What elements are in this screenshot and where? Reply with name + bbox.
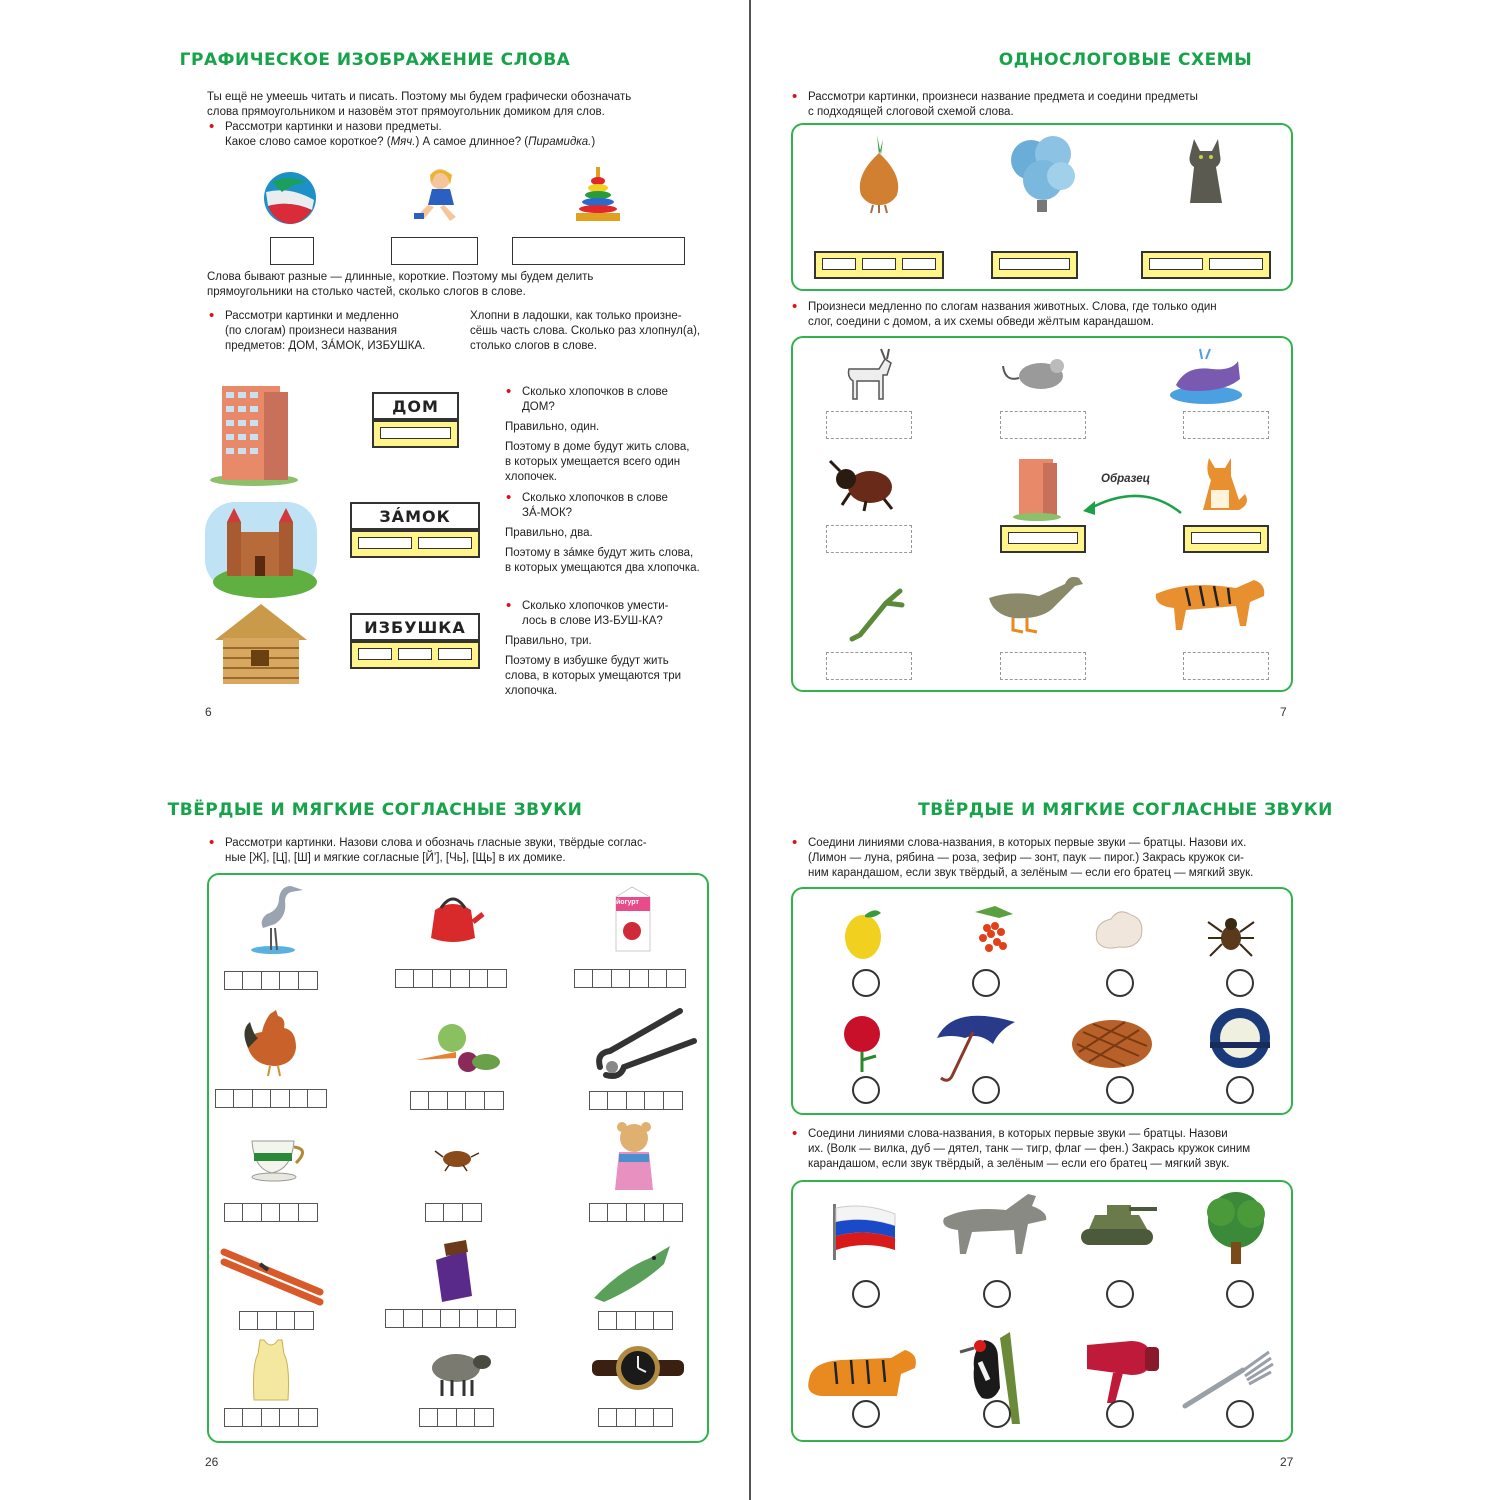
- circle-rowan[interactable]: [972, 969, 1000, 997]
- cup-icon: [248, 1133, 314, 1183]
- yogurt-label: йогурт: [616, 899, 639, 906]
- answer-box-mouse: [1000, 411, 1086, 439]
- tiger-icon: [1146, 570, 1272, 638]
- page-27: [751, 750, 1500, 1500]
- circle-hairdryer[interactable]: [1106, 1400, 1134, 1428]
- q1-line-1: • Сколько хлопочков в слове: [522, 385, 668, 400]
- circle-zephyr[interactable]: [1106, 969, 1134, 997]
- cat-icon: [1176, 133, 1236, 213]
- task2-line-3: карандашом, если звук твёрдый, а зелёным — если его братец — мягкий звук.: [808, 1158, 1230, 1170]
- task2-line-2: их. (Волк — вилка, дуб — дятел, танк — тигр, флаг — фен.) Закрась кружок синим: [808, 1143, 1251, 1155]
- rowan-icon: [969, 902, 1019, 962]
- chocolate-icon: [430, 1240, 476, 1304]
- spider-icon: [1206, 908, 1256, 964]
- page-6: [0, 0, 750, 750]
- wolf-icon: [936, 1188, 1054, 1260]
- words-text-1: Слова бывают разные — длинные, короткие. Поэтому мы будем делить: [207, 271, 594, 283]
- circle-wolf[interactable]: [983, 1280, 1011, 1308]
- circle-tank[interactable]: [1106, 1280, 1134, 1308]
- cells-heron: [225, 971, 318, 990]
- heron-icon: [245, 880, 305, 955]
- task2-left-2: (по слогам) произнеси названия: [225, 325, 398, 337]
- sheep-icon: [424, 1342, 494, 1398]
- page-title: ТВЁРДЫЕ И МЯГКИЕ СОГЛАСНЫЕ ЗВУКИ: [918, 800, 1333, 820]
- page-title: ГРАФИЧЕСКОЕ ИЗОБРАЖЕНИЕ СЛОВА: [179, 50, 571, 70]
- lemon-icon: [841, 905, 887, 963]
- tiger-lying-icon: [801, 1340, 921, 1402]
- q1-line-2: ДОМ?: [522, 401, 555, 413]
- goat-icon: [839, 345, 899, 405]
- zephyr-icon: [1091, 905, 1147, 955]
- circle-umbrella[interactable]: [972, 1076, 1000, 1104]
- cells-rooster: [216, 1089, 327, 1108]
- e3-line-2: слова, в которых умещаются три: [505, 670, 682, 682]
- a3: Правильно, три.: [505, 635, 592, 647]
- schema-3-syllables: [350, 641, 480, 669]
- word-zamok: ЗÁМОК: [350, 502, 480, 530]
- cells-vegetables: [411, 1091, 504, 1110]
- cells-yogurt: [575, 969, 686, 988]
- pie-icon: [1069, 1016, 1155, 1072]
- answer-box-goose: [1000, 652, 1086, 680]
- fox-icon: [1189, 450, 1253, 516]
- task2-right-2: сёшь часть слова. Сколько раз хлопнул(а),: [470, 325, 701, 337]
- cockroach-icon: [433, 1143, 481, 1173]
- circle-oak[interactable]: [1226, 1280, 1254, 1308]
- cells-bear: [590, 1203, 683, 1222]
- task-line-1: • Рассмотри картинки. Назови слова и обозначь гласные звуки, твёрдые соглас-: [225, 836, 647, 851]
- word-box-medium: [391, 237, 478, 265]
- cells-skis: [240, 1311, 314, 1330]
- a1: Правильно, один.: [505, 421, 600, 433]
- vegetables-icon: [412, 1020, 504, 1076]
- task1-line-2: (Лимон — луна, рябина — роза, зефир — зонт, паук — пирог.) Закрась кружок си-: [808, 852, 1245, 864]
- rose-icon: [836, 1012, 892, 1074]
- task2-left-1: • Рассмотри картинки и медленно: [225, 309, 399, 324]
- task2-line-1: • Произнеси медленно по слогам названия животных. Слова, где только один: [808, 300, 1217, 315]
- schema-2-syllables: [1141, 251, 1271, 279]
- crayfish-icon: [846, 583, 906, 643]
- words-text-2: прямоугольники на столько частей, сколько слогов в слове.: [207, 286, 526, 298]
- tower-house-icon: [208, 378, 300, 486]
- hairdryer-icon: [1081, 1335, 1165, 1405]
- cells-tank-top: [225, 1408, 318, 1427]
- q3-line-1: • Сколько хлопочков умести-: [522, 599, 668, 614]
- circle-tiger[interactable]: [852, 1400, 880, 1428]
- tank-icon: [1079, 1195, 1157, 1251]
- task2-right-1: Хлопни в ладошки, как только произне-: [470, 310, 682, 322]
- pliers-icon: [590, 1005, 700, 1083]
- circle-pie[interactable]: [1106, 1076, 1134, 1104]
- schema-3-syllables: [814, 251, 944, 279]
- schema-2-syllables: [350, 530, 480, 558]
- page-7: [751, 0, 1500, 750]
- mouse-icon: [999, 352, 1075, 394]
- task1-line-2: Какое слово самое короткое? (Мяч.) А самое длинное? (Пирамидка.): [225, 136, 596, 148]
- schema-1-syllable: [372, 420, 459, 448]
- e1-line-2: в которых умещается всего один: [505, 456, 681, 468]
- page-number: 7: [1280, 705, 1287, 719]
- watch-icon: [590, 1338, 686, 1398]
- cells-pike: [599, 1311, 673, 1330]
- page-number: 27: [1280, 1455, 1294, 1469]
- ball-icon: [262, 170, 318, 226]
- q2-line-2: ЗÁ-МОК?: [522, 507, 573, 519]
- beetle-icon: [826, 453, 898, 513]
- goose-icon: [983, 568, 1087, 640]
- task2-line-1: • Соедини линиями слова-названия, в которых первые звуки — братцы. Назови: [808, 1127, 1228, 1142]
- q3-line-2: лось в слове ИЗ-БУШ-КА?: [522, 615, 663, 627]
- circle-fork[interactable]: [1226, 1400, 1254, 1428]
- word-dom: ДОМ: [372, 392, 459, 420]
- intro-line-1: Ты ещё не умеешь читать и писать. Поэтому мы будем графически обозначать: [207, 91, 632, 103]
- onion-icon: [851, 135, 907, 213]
- e1-line-1: Поэтому в доме будут жить слова,: [505, 441, 690, 453]
- task2-left-3: предметов: ДОМ, ЗÁМОК, ИЗБУШКА.: [225, 340, 426, 352]
- whale-icon: [1166, 345, 1246, 405]
- page-title: ОДНОСЛОГОВЫЕ СХЕМЫ: [998, 50, 1253, 70]
- hut-icon: [205, 598, 317, 690]
- cells-pliers: [590, 1091, 683, 1110]
- e2-line-2: в которых умещаются два хлопочка.: [505, 562, 700, 574]
- word-izbushka: ИЗБУШКА: [350, 613, 480, 641]
- answer-box-tiger: [1183, 652, 1269, 680]
- a2: Правильно, два.: [505, 527, 593, 539]
- fork-icon: [1179, 1350, 1275, 1412]
- house-schema: [1000, 525, 1086, 553]
- castle-icon: [205, 502, 317, 590]
- sample-label: Образец: [1101, 473, 1151, 485]
- circle-woodpecker[interactable]: [983, 1400, 1011, 1428]
- word-box-long: [512, 237, 685, 265]
- e3-line-3: хлопочка.: [505, 685, 558, 697]
- cells-chocolate: [386, 1309, 516, 1328]
- circle-spider[interactable]: [1226, 969, 1254, 997]
- umbrella-icon: [933, 1008, 1019, 1088]
- tank-top-icon: [250, 1338, 292, 1402]
- rooster-icon: [240, 1008, 300, 1078]
- fox-schema: [1183, 525, 1269, 553]
- doll-icon: [410, 165, 462, 225]
- page-number: 6: [205, 705, 212, 719]
- task1-line-3: ним карандашом, если звук твёрдый, а зелёным — если его братец — мягкий звук.: [808, 867, 1254, 879]
- answer-box-goat: [826, 411, 912, 439]
- pike-icon: [590, 1242, 676, 1304]
- e1-line-3: хлопочек.: [505, 471, 557, 483]
- moon-icon: [1205, 1006, 1275, 1070]
- circle-lemon[interactable]: [852, 969, 880, 997]
- task2-line-2: слог, соедини с домом, а их схемы обведи жёлтым карандашом.: [808, 316, 1154, 328]
- answer-box-whale: [1183, 411, 1269, 439]
- task1-line-1: • Соедини линиями слова-названия, в которых первые звуки — братцы. Назови их.: [808, 836, 1246, 851]
- pyramid-icon: [570, 165, 626, 227]
- circle-moon[interactable]: [1226, 1076, 1254, 1104]
- page-title: ТВЁРДЫЕ И МЯГКИЕ СОГЛАСНЫЕ ЗВУКИ: [167, 800, 583, 820]
- task2-right-3: столько слогов в слове.: [470, 340, 597, 352]
- answer-box-beetle: [826, 525, 912, 553]
- cells-cockroach: [426, 1203, 482, 1222]
- bear-toy-icon: [605, 1120, 663, 1198]
- oak-icon: [1199, 1190, 1273, 1268]
- yogurt-icon: [610, 883, 656, 953]
- cells-cup: [225, 1203, 318, 1222]
- skis-icon: [220, 1246, 326, 1304]
- cells-kettle: [396, 969, 507, 988]
- answer-box-crayfish: [826, 652, 912, 680]
- task1-line-1: • Рассмотри картинки и назови предметы.: [225, 120, 442, 135]
- e3-line-1: Поэтому в избушке будут жить: [505, 655, 669, 667]
- smoke-icon: [1001, 130, 1081, 216]
- cells-sheep: [420, 1408, 494, 1427]
- tower-house-small-icon: [1011, 455, 1063, 521]
- kettle-icon: [423, 888, 483, 948]
- q2-line-1: • Сколько хлопочков в слове: [522, 491, 668, 506]
- flag-icon: [829, 1204, 899, 1260]
- word-box-short: [270, 237, 314, 265]
- page-number: 26: [205, 1455, 219, 1469]
- intro-line-2: слова прямоугольником и назовём этот прямоугольник домиком для слов.: [207, 106, 605, 118]
- sample-arrow: [1081, 487, 1185, 521]
- circle-flag[interactable]: [852, 1280, 880, 1308]
- cells-watch: [599, 1408, 673, 1427]
- task-line-2: ные [Ж], [Ц], [Ш] и мягкие согласные [Й’], [Чь], [Щь] в их домике.: [225, 852, 566, 864]
- schema-1-syllable: [991, 251, 1078, 279]
- task1-line-2: с подходящей слоговой схемой слова.: [808, 106, 1014, 118]
- circle-rose[interactable]: [852, 1076, 880, 1104]
- task1-line-1: • Рассмотри картинки, произнеси название предмета и соедини предметы: [808, 90, 1198, 105]
- page-26: [0, 750, 750, 1500]
- e2-line-1: Поэтому в зáмке будут жить слова,: [505, 547, 694, 559]
